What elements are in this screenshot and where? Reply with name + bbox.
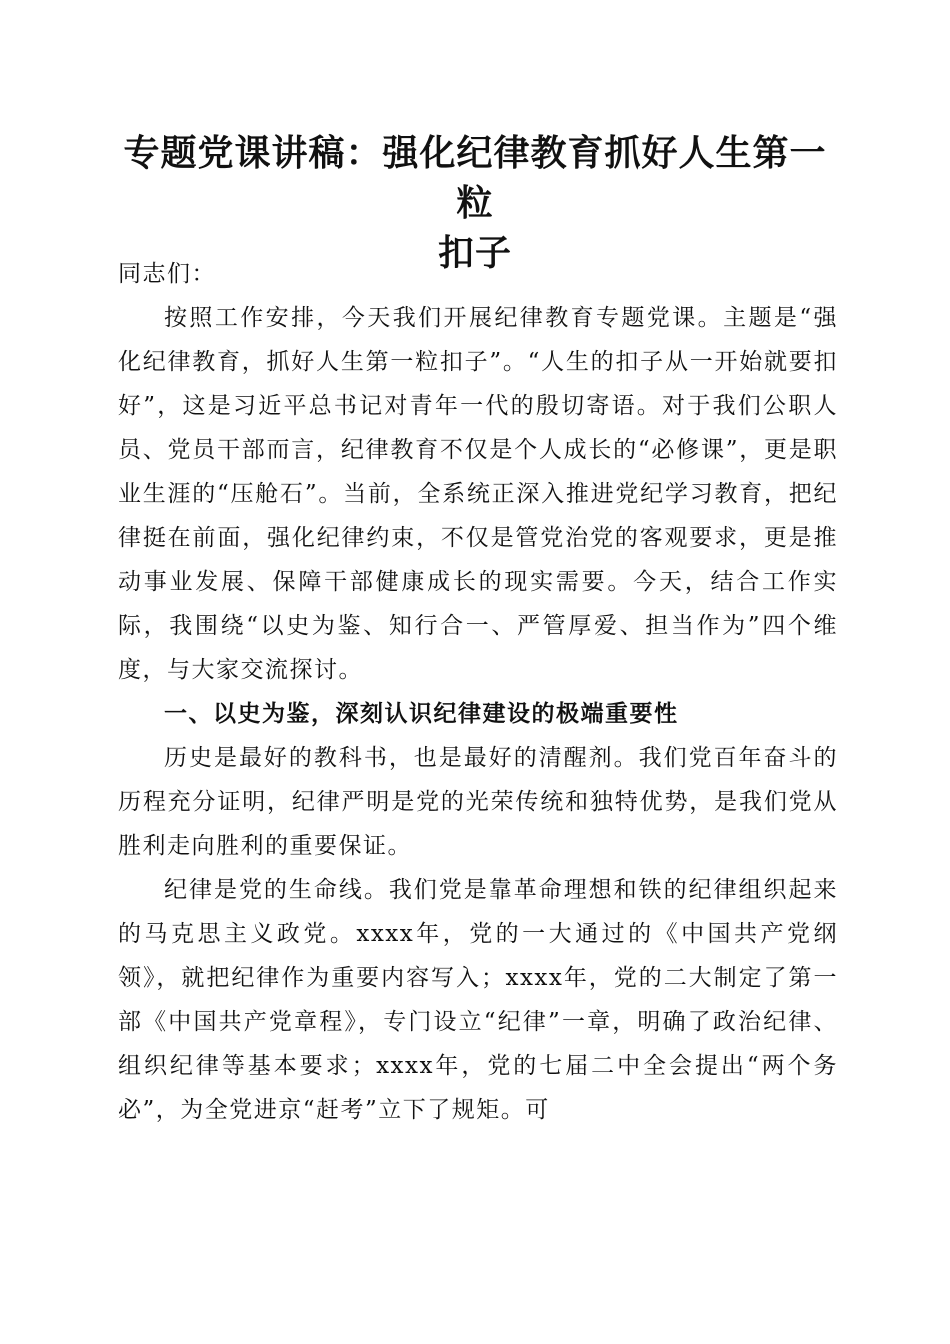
title-line-1: 专题党课讲稿：强化纪律教育抓好人生第一粒	[123, 132, 827, 224]
paragraph: 历史是最好的教科书，也是最好的清醒剂。我们党百年奋斗的历程充分证明，纪律严明是党的光荣传统和独特优势，是我们党从胜利走向胜利的重要保证。	[118, 745, 838, 859]
document-body	[118, 252, 838, 1132]
paragraph: 纪律是党的生命线。我们党是靠革命理想和铁的纪律组织起来的马克思主义政党。xxxx年，党的一大通过的《中国共产党纲领》，就把纪律作为重要内容写入；xxxx年，党的二大制定了第一部《中国共产党章程》，专门设立“纪律”一章，明确了政治纪律、组织纪律等基本要求；xxxx年，党的七届二中全会提出“两个务必”，为全党进京“赶考”立下了规矩。可	[118, 877, 838, 1123]
salutation: 同志们：	[118, 261, 216, 287]
intro-paragraph: 按照工作安排，今天我们开展纪律教育专题党课。主题是“强化纪律教育，抓好人生第一粒扣子”。“人生的扣子从一开始就要扣好”，这是习近平总书记对青年一代的殷切寄语。对于我们公职人员、党员干部而言，纪律教育不仅是个人成长的“必修课”，更是职业生涯的“压舱石”。当前，全系统正深入推进党纪学习教育，把纪律挺在前面，强化纪律约束，不仅是管党治党的客观要求，更是推动事业发展、保障干部健康成长的现实需要。今天，结合工作实际，我围绕“以史为鉴、知行合一、严管厚爱、担当作为”四个维度，与大家交流探讨。	[118, 305, 838, 683]
title-line-2: 扣子	[437, 232, 512, 274]
section-heading-1: 一、以史为鉴，深刻认识纪律建设的极端重要性	[164, 701, 679, 727]
